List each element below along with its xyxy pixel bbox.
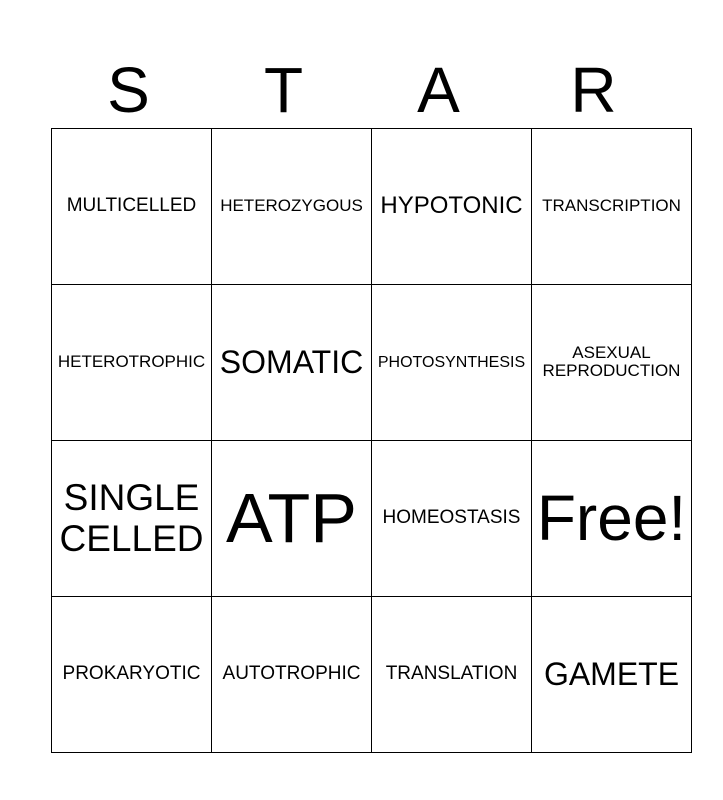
cell-label: AUTOTROPHIC	[222, 663, 361, 685]
header-letter-r: R	[570, 54, 617, 126]
bingo-cell[interactable]	[532, 597, 692, 753]
bingo-cell[interactable]	[372, 441, 532, 597]
cell-label: TRANSCRIPTION	[542, 196, 681, 215]
header-letter-s: S	[107, 54, 150, 126]
bingo-cell[interactable]	[52, 129, 212, 285]
bingo-cell[interactable]	[212, 129, 372, 285]
bingo-cell[interactable]	[52, 285, 212, 441]
board-row-3	[52, 441, 692, 597]
free-space-cell[interactable]	[532, 441, 692, 597]
board-row-4	[52, 597, 692, 753]
cell-label: ATP	[226, 479, 357, 557]
cell-label: MULTICELLED	[66, 195, 197, 217]
cell-label: HETEROZYGOUS	[220, 196, 363, 215]
cell-label: SOMATIC	[219, 343, 364, 380]
board-row-2	[52, 285, 692, 441]
bingo-cell[interactable]	[372, 285, 532, 441]
bingo-cell[interactable]	[532, 129, 692, 285]
bingo-board	[51, 128, 692, 753]
bingo-cell[interactable]	[52, 441, 212, 597]
cell-label: ASEXUAL REPRODUCTION	[542, 342, 681, 381]
bingo-cell[interactable]	[52, 597, 212, 753]
free-space-label: Free!	[536, 482, 687, 555]
cell-label: PROKARYOTIC	[62, 663, 201, 685]
header-letter-a: A	[417, 54, 460, 126]
bingo-cell[interactable]	[212, 285, 372, 441]
board-row-1	[52, 129, 692, 285]
bingo-cell[interactable]	[532, 285, 692, 441]
bingo-cell[interactable]	[372, 129, 532, 285]
header-letter-t: T	[263, 54, 304, 126]
bingo-cell[interactable]	[372, 597, 532, 753]
cell-label: HYPOTONIC	[380, 192, 523, 220]
cell-label: HOMEOSTASIS	[382, 507, 521, 529]
cell-label: SINGLE CELLED	[59, 476, 204, 559]
cell-label: PHOTOSYNTHESIS	[377, 353, 526, 371]
bingo-cell[interactable]	[212, 597, 372, 753]
cell-label: HETEROTROPHIC	[57, 352, 206, 371]
bingo-header	[51, 52, 671, 128]
cell-label: GAMETE	[543, 655, 680, 692]
cell-label: TRANSLATION	[385, 663, 518, 685]
bingo-cell[interactable]	[212, 441, 372, 597]
